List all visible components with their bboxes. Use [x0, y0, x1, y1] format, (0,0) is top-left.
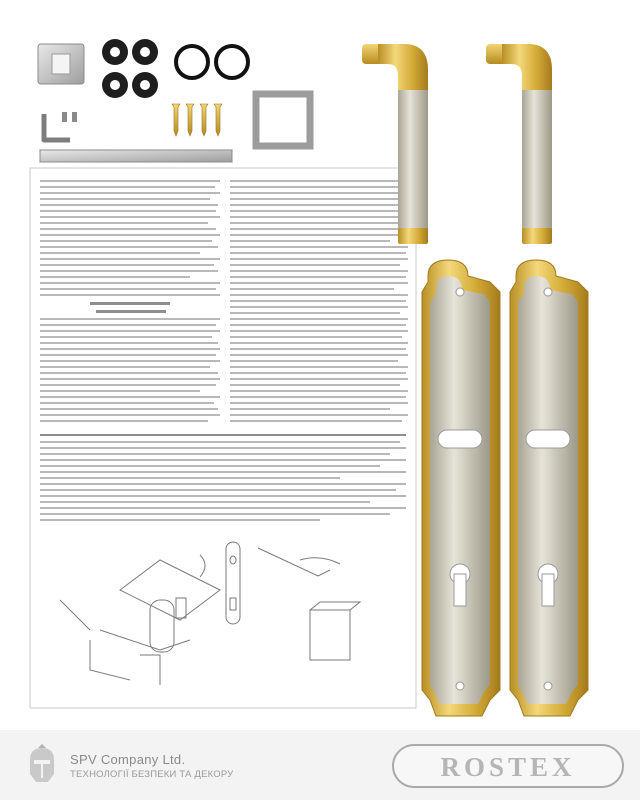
spindle-bar — [40, 150, 232, 162]
o-ring — [216, 46, 248, 78]
company-block — [70, 752, 233, 780]
wood-screws — [172, 104, 222, 136]
company-name: SPV Company Ltd. — [70, 752, 186, 767]
mounting-hardware — [38, 39, 310, 162]
lever-handle-right — [486, 44, 552, 244]
backplate-left — [422, 260, 500, 716]
square-frame — [256, 94, 310, 146]
company-tagline: ТЕХНОЛОГІЇ БЕЗПЕКИ ТА ДЕКОРУ — [70, 769, 234, 780]
instruction-sheet — [30, 168, 416, 708]
o-ring — [176, 46, 208, 78]
backplate-right — [510, 260, 588, 716]
knight-helmet-icon — [22, 744, 62, 786]
rostex-logo — [392, 744, 624, 788]
rostex-logo-text: ROSTEX — [440, 752, 576, 782]
